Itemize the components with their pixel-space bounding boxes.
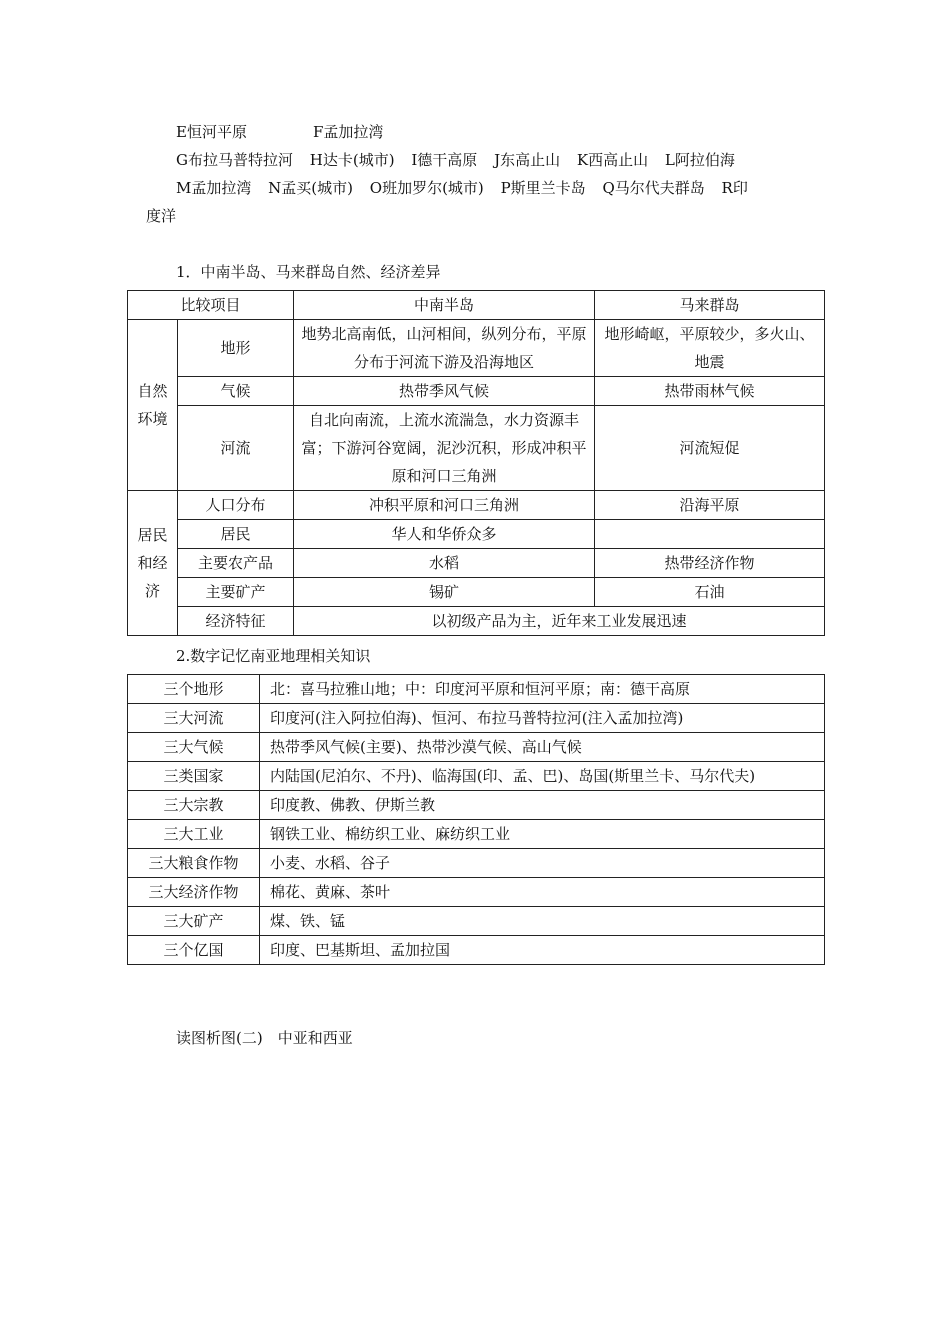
- table-row: [128, 878, 825, 907]
- value-cell: 地势北高南低，山河相间，纵列分布，平原分布于河流下游及沿海地区: [294, 320, 595, 377]
- legend-line-1: [176, 122, 383, 142]
- value-cell: 印度教、佛教、伊斯兰教: [260, 791, 825, 820]
- value-cell: 印度河(注入阿拉伯海)、恒河、布拉马普特拉河(注入孟加拉湾): [260, 704, 825, 733]
- value-cell: 北：喜马拉雅山地；中：印度河平原和恒河平原；南：德干高原: [260, 675, 825, 704]
- legend-item: Q马尔代夫群岛: [602, 179, 705, 197]
- table-row: [128, 491, 825, 520]
- legend-item: K西高止山: [576, 151, 649, 169]
- table-row: [128, 578, 825, 607]
- legend-item: F孟加拉湾: [312, 123, 384, 141]
- value-cell: 自北向南流，上流水流湍急，水力资源丰富；下游河谷宽阔，泥沙沉积，形成冲积平原和河口三角洲: [294, 406, 595, 491]
- section2-title: 2.数字记忆南亚地理相关知识: [176, 647, 371, 665]
- item-cell: 河流: [178, 406, 294, 491]
- legend-item: O班加罗尔(城市): [369, 179, 484, 197]
- south-asia-table: [127, 674, 825, 965]
- value-cell: 沿海平原: [595, 491, 825, 520]
- table-row: [128, 520, 825, 549]
- value-cell: 热带经济作物: [595, 549, 825, 578]
- value-cell: 热带季风气候(主要)、热带沙漠气候、高山气候: [260, 733, 825, 762]
- table-row: [128, 377, 825, 406]
- table-row: [128, 549, 825, 578]
- value-cell: 棉花、黄麻、茶叶: [260, 878, 825, 907]
- value-cell: 水稻: [294, 549, 595, 578]
- key-cell: 三大经济作物: [128, 878, 260, 907]
- table-header-cell: 比较项目: [128, 291, 294, 320]
- table-row: [128, 936, 825, 965]
- value-cell: 地形崎岖，平原较少，多火山、地震: [595, 320, 825, 377]
- group-cell-economy: 居民 和经 济: [128, 491, 178, 636]
- footer-heading: 读图析图(二) 中亚和西亚: [176, 1029, 353, 1047]
- table-row: [128, 406, 825, 491]
- value-cell: 华人和华侨众多: [294, 520, 595, 549]
- legend-line-3: [176, 178, 748, 198]
- table-row: [128, 320, 825, 377]
- legend-item: E恒河平原: [176, 123, 247, 141]
- table-row: [128, 704, 825, 733]
- section1-title: 1．中南半岛、马来群岛自然、经济差异: [176, 263, 441, 281]
- legend-item: H达卡(城市): [309, 151, 395, 169]
- key-cell: 三大宗教: [128, 791, 260, 820]
- key-cell: 三大粮食作物: [128, 849, 260, 878]
- key-cell: 三大气候: [128, 733, 260, 762]
- key-cell: 三大工业: [128, 820, 260, 849]
- table-header-cell: 马来群岛: [595, 291, 825, 320]
- value-cell: 热带季风气候: [294, 377, 595, 406]
- item-cell: 经济特征: [178, 607, 294, 636]
- value-cell: [595, 520, 825, 549]
- item-cell: 主要农产品: [178, 549, 294, 578]
- group-cell-natural: 自然 环境: [128, 320, 178, 491]
- table-row: [128, 675, 825, 704]
- table-row: [128, 791, 825, 820]
- value-cell: 小麦、水稻、谷子: [260, 849, 825, 878]
- table-header-row: [128, 291, 825, 320]
- value-cell: 锡矿: [294, 578, 595, 607]
- table-row: [128, 733, 825, 762]
- key-cell: 三大矿产: [128, 907, 260, 936]
- legend-item: I德干高原: [411, 151, 478, 169]
- table-row: [128, 849, 825, 878]
- legend-item: M孟加拉湾: [176, 179, 252, 197]
- value-cell: 冲积平原和河口三角洲: [294, 491, 595, 520]
- item-cell: 居民: [178, 520, 294, 549]
- comparison-table: [127, 290, 825, 636]
- item-cell: 气候: [178, 377, 294, 406]
- key-cell: 三个亿国: [128, 936, 260, 965]
- table-row: [128, 607, 825, 636]
- value-cell: 钢铁工业、棉纺织工业、麻纺织工业: [260, 820, 825, 849]
- legend-line-2: [176, 150, 735, 170]
- key-cell: 三类国家: [128, 762, 260, 791]
- legend-item: P斯里兰卡岛: [500, 179, 586, 197]
- value-cell: 石油: [595, 578, 825, 607]
- legend-item: R印: [721, 179, 748, 197]
- value-cell: 煤、铁、锰: [260, 907, 825, 936]
- legend-item: G布拉马普特拉河: [176, 151, 293, 169]
- legend-item: N孟买(城市): [268, 179, 353, 197]
- item-cell: 地形: [178, 320, 294, 377]
- table-row: [128, 907, 825, 936]
- merged-value-cell: 以初级产品为主，近年来工业发展迅速: [294, 607, 825, 636]
- item-cell: 人口分布: [178, 491, 294, 520]
- value-cell: 热带雨林气候: [595, 377, 825, 406]
- legend-continuation: 度洋: [146, 207, 177, 225]
- table-row: [128, 762, 825, 791]
- value-cell: 河流短促: [595, 406, 825, 491]
- legend-item: J东高止山: [494, 151, 561, 169]
- table-row: [128, 820, 825, 849]
- table-header-cell: 中南半岛: [294, 291, 595, 320]
- item-cell: 主要矿产: [178, 578, 294, 607]
- legend-item: L阿拉伯海: [664, 151, 735, 169]
- value-cell: 印度、巴基斯坦、孟加拉国: [260, 936, 825, 965]
- key-cell: 三大河流: [128, 704, 260, 733]
- value-cell: 内陆国(尼泊尔、不丹)、临海国(印、孟、巴)、岛国(斯里兰卡、马尔代夫): [260, 762, 825, 791]
- key-cell: 三个地形: [128, 675, 260, 704]
